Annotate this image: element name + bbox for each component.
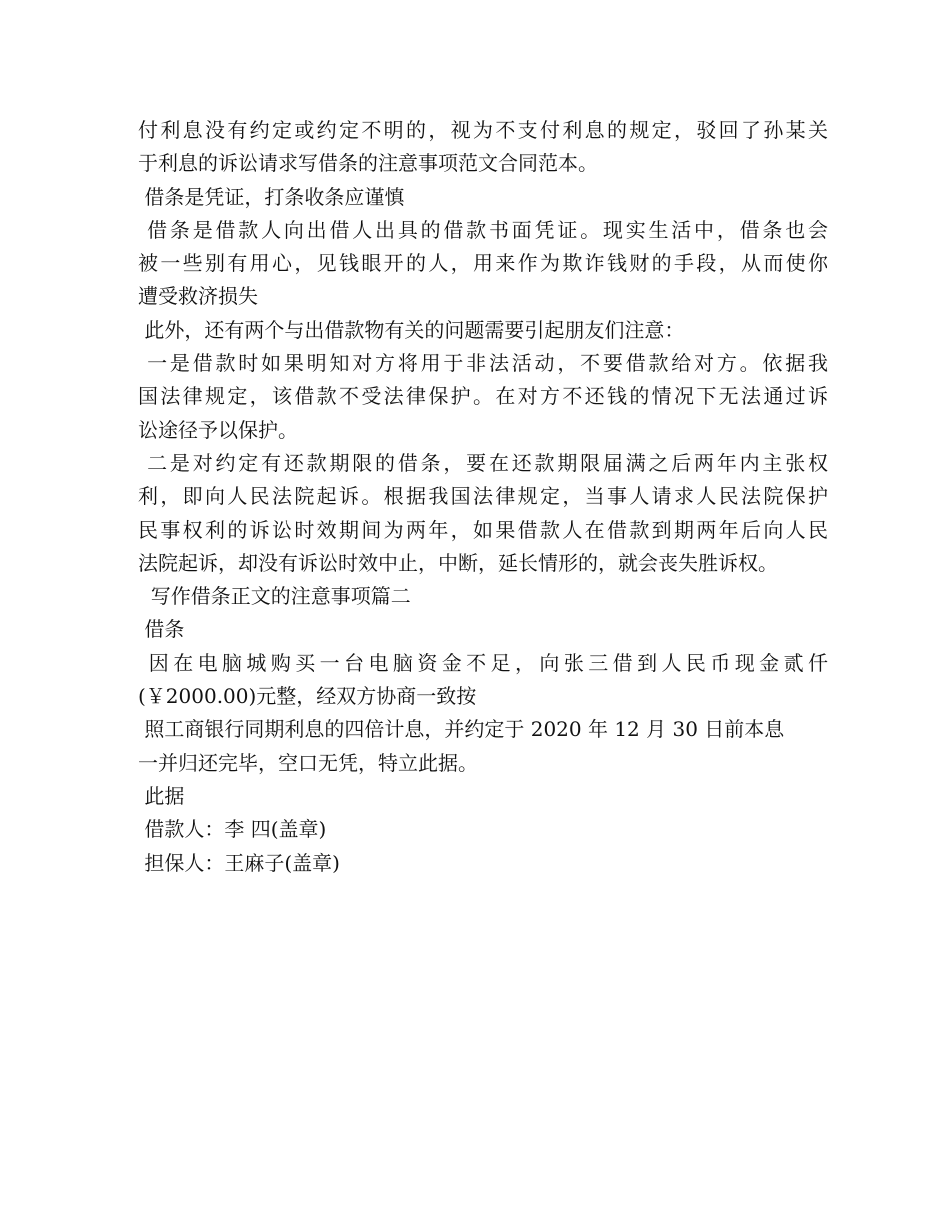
loan-note-title: 借条 [138,617,185,642]
body-line: 照工商银行同期利息的四倍计息，并约定于 2020 年 12 月 30 日前本息 [138,717,785,742]
document-body [138,114,828,880]
body-line: 一是借款时如果明知对方将用于非法活动，不要借款给对方。依据我 [138,351,828,376]
body-line: 此外，还有两个与出借款物有关的问题需要引起朋友们注意： [138,317,685,342]
section-heading: 借条是凭证，打条收条应谨慎 [138,184,405,209]
body-line: 国法律规定，该借款不受法律保护。在对方不还钱的情况下无法通过诉 [138,384,828,409]
body-line: 一并归还完毕，空口无凭，特立此据。 [138,750,478,775]
body-line: (￥2000.00)元整，经双方协商一致按 [138,684,477,709]
body-line: 讼途径予以保护。 [138,417,298,442]
body-line: 借条是借款人向出借人出具的借款书面凭证。现实生活中，借条也会 [138,217,828,242]
body-line: 付利息没有约定或约定不明的，视为不支付利息的规定，驳回了孙某关 [138,118,828,142]
body-line: 民事权利的诉讼时效期间为两年，如果借款人在借款到期两年后向人民 [138,517,828,542]
body-line: 于利息的诉讼请求写借条的注意事项范文合同范本。 [138,151,598,176]
body-line: 被一些别有用心，见钱眼开的人，用来作为欺诈钱财的手段，从而使你 [138,251,828,276]
body-line: 法院起诉，却没有诉讼时效中止，中断，延长情形的，就会丧失胜诉权。 [138,550,778,575]
body-line: 因在电脑城购买一台电脑资金不足，向张三借到人民币现金贰仟 [138,650,828,675]
guarantor-signature-line: 担保人：王麻子(盖章) [138,850,340,875]
body-line: 利，即向人民法院起诉。根据我国法律规定，当事人请求人民法院保护 [138,484,828,509]
body-line: 遭受救济损失 [138,284,258,309]
body-line: 二是对约定有还款期限的借条，要在还款期限届满之后两年内主张权 [138,450,828,475]
body-line: 此据 [138,783,185,808]
borrower-signature-line: 借款人：李 四(盖章) [138,817,327,842]
section-heading: 写作借条正文的注意事项篇二 [138,584,411,609]
